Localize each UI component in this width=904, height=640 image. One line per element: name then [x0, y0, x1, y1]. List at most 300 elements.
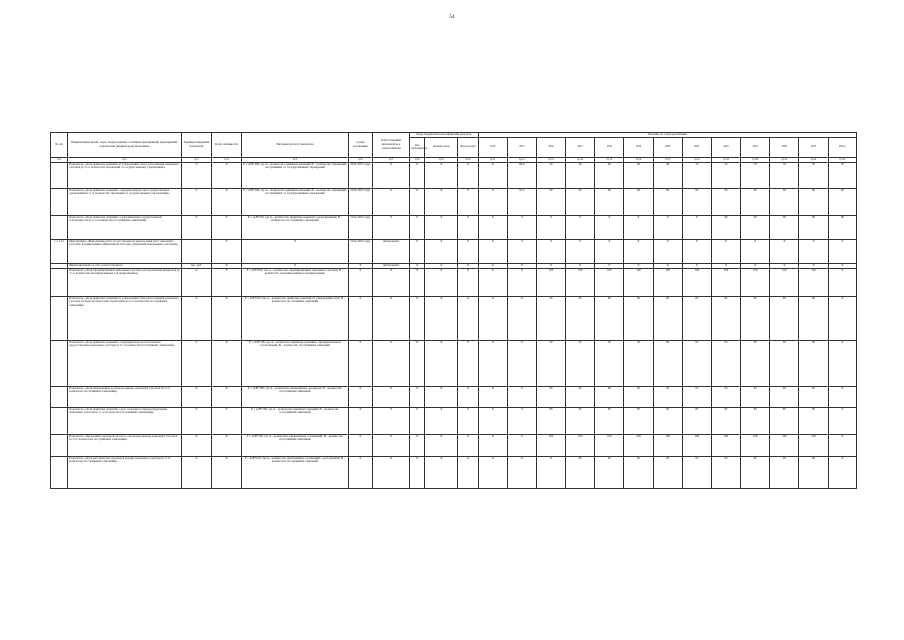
- row-year-value: 85: [741, 407, 770, 434]
- row-budget-article: X: [425, 162, 458, 188]
- row-year-value: X: [536, 456, 565, 488]
- row-unit: [181, 239, 211, 263]
- row-period: X: [348, 407, 372, 434]
- row-name: Показатель «Переданных арендной платы по договорам аренды земельных участков (в % от количества поступивших заявлений)»: [68, 434, 182, 456]
- row-formula: E = A/B*100, где A – количество принятых решений; B – количество поступивших заявлений: [242, 407, 349, 434]
- row-year-value: X: [566, 239, 595, 263]
- table-row: [51, 188, 857, 215]
- row-year-value: 100: [770, 268, 799, 296]
- row-year-value: 100: [711, 268, 740, 296]
- row-year-value: 60: [770, 188, 799, 215]
- row-year-value: 40: [536, 296, 565, 340]
- row-year-value: X: [799, 263, 828, 268]
- row-year-value: 85: [770, 407, 799, 434]
- row-year-value: X: [828, 340, 856, 386]
- row-formula: E = A/B*100, где A – количество сформированных земельных участков; B – количество запланированных к формированию: [242, 268, 349, 296]
- column-number: гр.12: [507, 157, 536, 162]
- header-year: 2015: [507, 137, 536, 157]
- row-coef: X: [211, 215, 241, 239]
- row-formula: E = A/B*100, где A – количество принятых решений; B – количество обращений, поступивших от государственных учреждений: [242, 162, 349, 188]
- row-budget-code: X: [410, 162, 425, 188]
- row-period: 2014-2025 годы: [348, 239, 372, 263]
- row-year-value: X: [770, 239, 799, 263]
- row-year-value: 80: [536, 407, 565, 434]
- row-year-value: 60: [741, 188, 770, 215]
- row-num: [51, 456, 68, 488]
- column-number: гр.22: [799, 157, 828, 162]
- row-year-value: 85: [566, 296, 595, 340]
- row-period: X: [348, 434, 372, 456]
- row-year-value: 95: [682, 456, 711, 488]
- row-year-value: 95: [799, 456, 828, 488]
- row-num: [51, 407, 68, 434]
- row-year-value: X: [828, 268, 856, 296]
- row-year-value: X: [536, 215, 565, 239]
- row-budget-article: X: [425, 188, 458, 215]
- row-responsible: X: [372, 456, 409, 488]
- header-coef: Коэф. значимости: [211, 133, 241, 158]
- row-year-value: X: [478, 434, 507, 456]
- row-year-value: 80: [536, 386, 565, 407]
- row-year-value: X: [536, 239, 565, 263]
- row-budget-type: X: [458, 239, 478, 263]
- row-year-value: X: [741, 239, 770, 263]
- row-formula: E = A/B*100, где A – количество заключенных соглашений о расторжении; B – количество поступивших заявлений: [242, 456, 349, 488]
- row-year-value: X: [799, 239, 828, 263]
- row-budget-article: X: [425, 434, 458, 456]
- header-budget-col: Целевая статья: [425, 137, 458, 157]
- column-number: гр.7: [372, 157, 409, 162]
- row-year-value: 95: [711, 386, 740, 407]
- row-year-value: 95: [741, 386, 770, 407]
- row-period: 2014-2025 годы: [348, 215, 372, 239]
- row-year-value: X: [478, 296, 507, 340]
- row-name: Показатель «Доля принятых решений об утверждении схем расположения земельных участков (в % от количества обращений от государственных учреждений)»: [68, 162, 182, 188]
- row-responsible: X: [372, 188, 409, 215]
- row-coef: X: [211, 407, 241, 434]
- row-num: 1.1.1.15: [51, 239, 68, 263]
- column-number: гр.5: [242, 157, 349, 162]
- header-year: 2022: [711, 137, 740, 157]
- row-year-value: 65: [682, 340, 711, 386]
- column-number: гр.14: [566, 157, 595, 162]
- row-year-value: 100: [770, 434, 799, 456]
- row-unit: %: [181, 268, 211, 296]
- row-year-value: X: [478, 263, 507, 268]
- row-year-value: 100: [711, 434, 740, 456]
- row-year-value: 70: [741, 162, 770, 188]
- row-year-value: 50: [624, 340, 653, 386]
- row-year-value: 85: [682, 296, 711, 340]
- row-unit: %: [181, 456, 211, 488]
- row-responsible: X: [372, 386, 409, 407]
- header-values-group: Значение по годам реализации: [478, 133, 856, 138]
- row-year-value: 95: [741, 456, 770, 488]
- row-unit: %: [181, 434, 211, 456]
- row-year-value: 90: [653, 188, 682, 215]
- column-number: гр.17: [653, 157, 682, 162]
- header-year: 2021: [682, 137, 711, 157]
- row-year-value: X: [566, 215, 595, 239]
- header-num: № п/п: [51, 133, 68, 158]
- row-year-value: X: [478, 407, 507, 434]
- row-year-value: 85: [711, 407, 740, 434]
- row-coef: X: [211, 263, 241, 268]
- row-budget-code: X: [410, 263, 425, 268]
- row-coef: X: [211, 239, 241, 263]
- row-year-value: X: [595, 215, 624, 239]
- row-year-value: 60: [682, 188, 711, 215]
- table-body: [51, 162, 857, 488]
- row-responsible: Департамент: [372, 263, 409, 268]
- row-formula: E = A/B*100, где A – количество принятых решений о предварительном согласовании; B – количество поступивших заявлений: [242, 340, 349, 386]
- row-coef: X: [211, 268, 241, 296]
- row-year-value: 66,6: [507, 162, 536, 188]
- row-budget-type: X: [458, 215, 478, 239]
- row-formula: E = A/B*100, где A – количество принятых решений; B – количество обращений, поступивших от государственных учреждений: [242, 188, 349, 215]
- row-year-value: 95: [595, 456, 624, 488]
- row-name: Показатель «Доля принятых решений о даче согласия на перераспределение земельных участков (в % от количества поступивших заявлений)»: [68, 407, 182, 434]
- row-year-value: 90: [828, 215, 856, 239]
- header-year: 2020: [653, 137, 682, 157]
- row-year-value: 85: [653, 296, 682, 340]
- row-year-value: 40: [536, 340, 565, 386]
- row-year-value: 85: [566, 386, 595, 407]
- row-budget-type: X: [458, 162, 478, 188]
- row-budget-article: X: [425, 296, 458, 340]
- row-responsible: X: [372, 407, 409, 434]
- row-name: Показатель «Доля расторгнутых договоров аренды земельных участков (в % от количества поступивших заявлений)»: [68, 456, 182, 488]
- header-budget-col: Вид расходов: [458, 137, 478, 157]
- table-row: [51, 215, 857, 239]
- row-year-value: X: [595, 239, 624, 263]
- row-year-value: X: [682, 263, 711, 268]
- header-total: Итого: [828, 137, 856, 157]
- row-year-value: 100: [624, 268, 653, 296]
- row-year-value: 95: [799, 386, 828, 407]
- row-budget-code: X: [410, 268, 425, 296]
- row-year-value: 90: [624, 188, 653, 215]
- row-year-value: 90: [711, 215, 740, 239]
- row-formula: E = A/B*100, где A – количество принятых решений о разграничении; B – количество поступивших обращений: [242, 215, 349, 239]
- row-year-value: 90: [536, 188, 565, 215]
- column-number: гр.16: [624, 157, 653, 162]
- header-budget-col: Код распорядителя: [410, 137, 425, 157]
- row-year-value: 100: [624, 434, 653, 456]
- column-number: гр.9: [425, 157, 458, 162]
- row-year-value: 65: [770, 340, 799, 386]
- row-year-value: X: [828, 434, 856, 456]
- header-year: 2023: [741, 137, 770, 157]
- row-year-value: 90: [595, 188, 624, 215]
- row-year-value: 100: [741, 434, 770, 456]
- row-year-value: X: [536, 263, 565, 268]
- row-budget-article: X: [425, 215, 458, 239]
- row-year-value: X: [566, 263, 595, 268]
- row-period: 2014-2025 годы: [348, 162, 372, 188]
- row-period: X: [348, 386, 372, 407]
- row-coef: X: [211, 434, 241, 456]
- row-year-value: X: [711, 263, 740, 268]
- row-year-value: X: [507, 239, 536, 263]
- row-budget-type: X: [458, 296, 478, 340]
- column-number: гр.20: [741, 157, 770, 162]
- row-year-value: 100: [536, 434, 565, 456]
- row-year-value: X: [507, 434, 536, 456]
- row-unit: %: [181, 386, 211, 407]
- row-budget-article: X: [425, 386, 458, 407]
- row-year-value: X: [682, 215, 711, 239]
- row-year-value: 90: [566, 456, 595, 488]
- row-year-value: 95: [653, 386, 682, 407]
- table-row: [51, 386, 857, 407]
- row-num: [51, 434, 68, 456]
- column-number: гр.19: [711, 157, 740, 162]
- row-year-value: 85: [682, 407, 711, 434]
- row-budget-type: X: [458, 456, 478, 488]
- row-year-value: 85: [566, 407, 595, 434]
- row-budget-type: X: [458, 386, 478, 407]
- row-year-value: 70: [828, 162, 856, 188]
- row-year-value: X: [507, 340, 536, 386]
- row-year-value: 95: [653, 456, 682, 488]
- row-num: [51, 268, 68, 296]
- header-unit: Единица измерения показателя: [181, 133, 211, 158]
- row-budget-code: X: [410, 215, 425, 239]
- row-year-value: 40: [624, 162, 653, 188]
- row-budget-type: X: [458, 263, 478, 268]
- row-year-value: 100: [653, 268, 682, 296]
- row-year-value: X: [595, 263, 624, 268]
- row-unit: тыс. руб.: [181, 263, 211, 268]
- row-year-value: X: [507, 268, 536, 296]
- header-year: 2018: [595, 137, 624, 157]
- header-year: 2024: [770, 137, 799, 157]
- row-year-value: X: [828, 296, 856, 340]
- row-year-value: 50: [566, 340, 595, 386]
- row-budget-type: X: [458, 188, 478, 215]
- row-formula: X: [242, 239, 349, 263]
- row-num: [51, 188, 68, 215]
- row-year-value: X: [507, 296, 536, 340]
- row-period: X: [348, 456, 372, 488]
- row-name: Показатель «Доля принятых решений о предварительном согласовании предоставления земельных участков (в % от количества поступивших заявлений)»: [68, 340, 182, 386]
- row-responsible: X: [372, 268, 409, 296]
- row-year-value: X: [653, 215, 682, 239]
- row-period: X: [348, 263, 372, 268]
- table-row: [51, 296, 857, 340]
- row-year-value: 70: [799, 162, 828, 188]
- row-year-value: X: [682, 239, 711, 263]
- row-year-value: 85: [653, 407, 682, 434]
- row-year-value: 60: [828, 188, 856, 215]
- column-number: гр.4: [211, 157, 241, 162]
- column-number: гр.23: [828, 157, 856, 162]
- row-year-value: 85: [624, 296, 653, 340]
- row-year-value: 65: [799, 340, 828, 386]
- row-year-value: X: [741, 263, 770, 268]
- table-row: [51, 239, 857, 263]
- row-year-value: X: [478, 162, 507, 188]
- row-year-value: 85: [595, 296, 624, 340]
- row-year-value: 90: [566, 188, 595, 215]
- row-budget-article: X: [425, 263, 458, 268]
- header-year: 2025: [799, 137, 828, 157]
- row-year-value: 52: [711, 162, 740, 188]
- row-year-value: X: [507, 386, 536, 407]
- row-year-value: X: [478, 340, 507, 386]
- row-budget-type: X: [458, 434, 478, 456]
- row-year-value: X: [653, 239, 682, 263]
- row-responsible: X: [372, 215, 409, 239]
- row-year-value: 70: [770, 162, 799, 188]
- row-unit: %: [181, 296, 211, 340]
- row-year-value: X: [507, 263, 536, 268]
- row-responsible: X: [372, 434, 409, 456]
- header-responsible: Ответственный исполнитель и соисполнители: [372, 133, 409, 158]
- row-coef: X: [211, 456, 241, 488]
- row-budget-article: X: [425, 268, 458, 296]
- row-formula: X: [242, 263, 349, 268]
- row-year-value: X: [507, 456, 536, 488]
- row-year-value: 100: [566, 268, 595, 296]
- row-coef: X: [211, 296, 241, 340]
- header-name: Наименование целей, задач, подпрограммы, основных мероприятий, мероприятий, показателей (индикаторов) программы: [68, 133, 182, 158]
- header-budget-group: Коды бюджетной классификации расходов: [410, 133, 478, 138]
- row-unit: %: [181, 162, 211, 188]
- row-year-value: 100: [595, 434, 624, 456]
- table-row: [51, 268, 857, 296]
- column-number: гр.10: [458, 157, 478, 162]
- row-budget-code: X: [410, 407, 425, 434]
- row-period: X: [348, 340, 372, 386]
- row-formula: E = A/B*100, где A – количество заключенных соглашений; B – количество поступивших заявлений: [242, 434, 349, 456]
- row-year-value: 100: [799, 434, 828, 456]
- page-number: 54: [449, 15, 455, 20]
- row-budget-article: X: [425, 340, 458, 386]
- row-year-value: X: [770, 263, 799, 268]
- row-year-value: X: [478, 268, 507, 296]
- column-number: гр.6: [348, 157, 372, 162]
- row-budget-type: X: [458, 407, 478, 434]
- header-year: 2017: [566, 137, 595, 157]
- row-formula: E = A/B*100, где A – количество заключенных договоров; B – количество поступивших заявлений: [242, 386, 349, 407]
- column-number: гр.2: [68, 157, 182, 162]
- table-row: [51, 407, 857, 434]
- row-year-value: 100: [595, 268, 624, 296]
- row-unit: %: [181, 407, 211, 434]
- row-year-value: 95: [624, 456, 653, 488]
- row-name: Показатель «Доля заключенных договоров аренды земельных участков (в % от количества поступивших заявлений)»: [68, 386, 182, 407]
- row-year-value: 95: [770, 386, 799, 407]
- program-indicators-table: [50, 132, 857, 489]
- row-year-value: 90: [799, 215, 828, 239]
- row-year-value: 60: [799, 188, 828, 215]
- row-name: Показатель «Доля принятых решений о передаче имущества государственных учреждений (в % от количества обращений от государственных учреждений)»: [68, 188, 182, 215]
- row-year-value: 90: [595, 386, 624, 407]
- row-budget-code: X: [410, 340, 425, 386]
- row-unit: %: [181, 340, 211, 386]
- row-year-value: 85: [595, 407, 624, 434]
- row-year-value: X: [478, 456, 507, 488]
- row-year-value: X: [624, 239, 653, 263]
- row-num: [51, 162, 68, 188]
- header-period: Сроки реализации: [348, 133, 372, 158]
- row-formula: E = A/B*100, где A – количество принятых решений об утверждении схем; B – количество поступивших заявлений: [242, 296, 349, 340]
- row-year-value: X: [478, 188, 507, 215]
- row-year-value: X: [711, 239, 740, 263]
- row-coef: X: [211, 340, 241, 386]
- row-name: Показатель «Доля сформированных земельных участков для проведения аукционов (в % от количества запланированных к формированию)»: [68, 268, 182, 296]
- row-year-value: 85: [711, 296, 740, 340]
- table-row: [51, 340, 857, 386]
- row-year-value: X: [828, 386, 856, 407]
- row-year-value: X: [828, 239, 856, 263]
- row-year-value: 50: [595, 340, 624, 386]
- row-year-value: X: [507, 215, 536, 239]
- row-period: X: [348, 296, 372, 340]
- row-year-value: 60: [653, 340, 682, 386]
- row-year-value: 100: [653, 434, 682, 456]
- header-year: 2016: [536, 137, 565, 157]
- row-year-value: X: [828, 407, 856, 434]
- row-budget-code: X: [410, 456, 425, 488]
- row-year-value: 95: [770, 456, 799, 488]
- row-name: Мероприятие «Выполнение работ по постановке на кадастровый учет земельных участков, формированию эффективной системы управления земельными участками»: [68, 239, 182, 263]
- table-row: [51, 162, 857, 188]
- row-year-value: 60: [711, 188, 740, 215]
- column-number: гр.11: [478, 157, 507, 162]
- row-year-value: 90: [770, 215, 799, 239]
- column-number: гр.18: [682, 157, 711, 162]
- row-budget-code: X: [410, 239, 425, 263]
- column-number: гр.1: [51, 157, 68, 162]
- row-year-value: 65: [711, 340, 740, 386]
- row-budget-article: X: [425, 456, 458, 488]
- row-coef: X: [211, 188, 241, 215]
- row-year-value: 85: [770, 296, 799, 340]
- row-year-value: 100: [799, 268, 828, 296]
- column-number: гр.21: [770, 157, 799, 162]
- row-responsible: X: [372, 340, 409, 386]
- row-year-value: 100: [741, 268, 770, 296]
- row-name: Показатель «Доля принятых решений о разграничении государственной собственности (в % от количества поступивших заявлений)»: [68, 215, 182, 239]
- row-responsible: Департамент: [372, 239, 409, 263]
- row-year-value: X: [624, 263, 653, 268]
- row-year-value: 95: [682, 386, 711, 407]
- row-year-value: 85: [624, 407, 653, 434]
- row-num: [51, 340, 68, 386]
- row-year-value: 85: [799, 407, 828, 434]
- header-method: Методика расчета показателя: [242, 133, 349, 158]
- row-budget-code: X: [410, 296, 425, 340]
- row-year-value: 70: [682, 162, 711, 188]
- row-budget-type: X: [458, 268, 478, 296]
- row-name: Финансирование за счет средств бюджета: [68, 263, 182, 268]
- table-row: [51, 456, 857, 488]
- column-number: гр.3: [181, 157, 211, 162]
- row-year-value: X: [478, 215, 507, 239]
- row-responsible: X: [372, 162, 409, 188]
- header-year: 2019: [478, 137, 507, 157]
- row-coef: X: [211, 386, 241, 407]
- row-name: Показатель «Доля принятых решений об утверждении схем расположения земельных участков на кадастровом плане территории (в % от количества поступивших заявлений)»: [68, 296, 182, 340]
- row-year-value: X: [828, 456, 856, 488]
- row-year-value: 40: [595, 162, 624, 188]
- row-year-value: 85: [741, 296, 770, 340]
- row-period: 2014-2025 годы: [348, 188, 372, 215]
- row-year-value: X: [478, 386, 507, 407]
